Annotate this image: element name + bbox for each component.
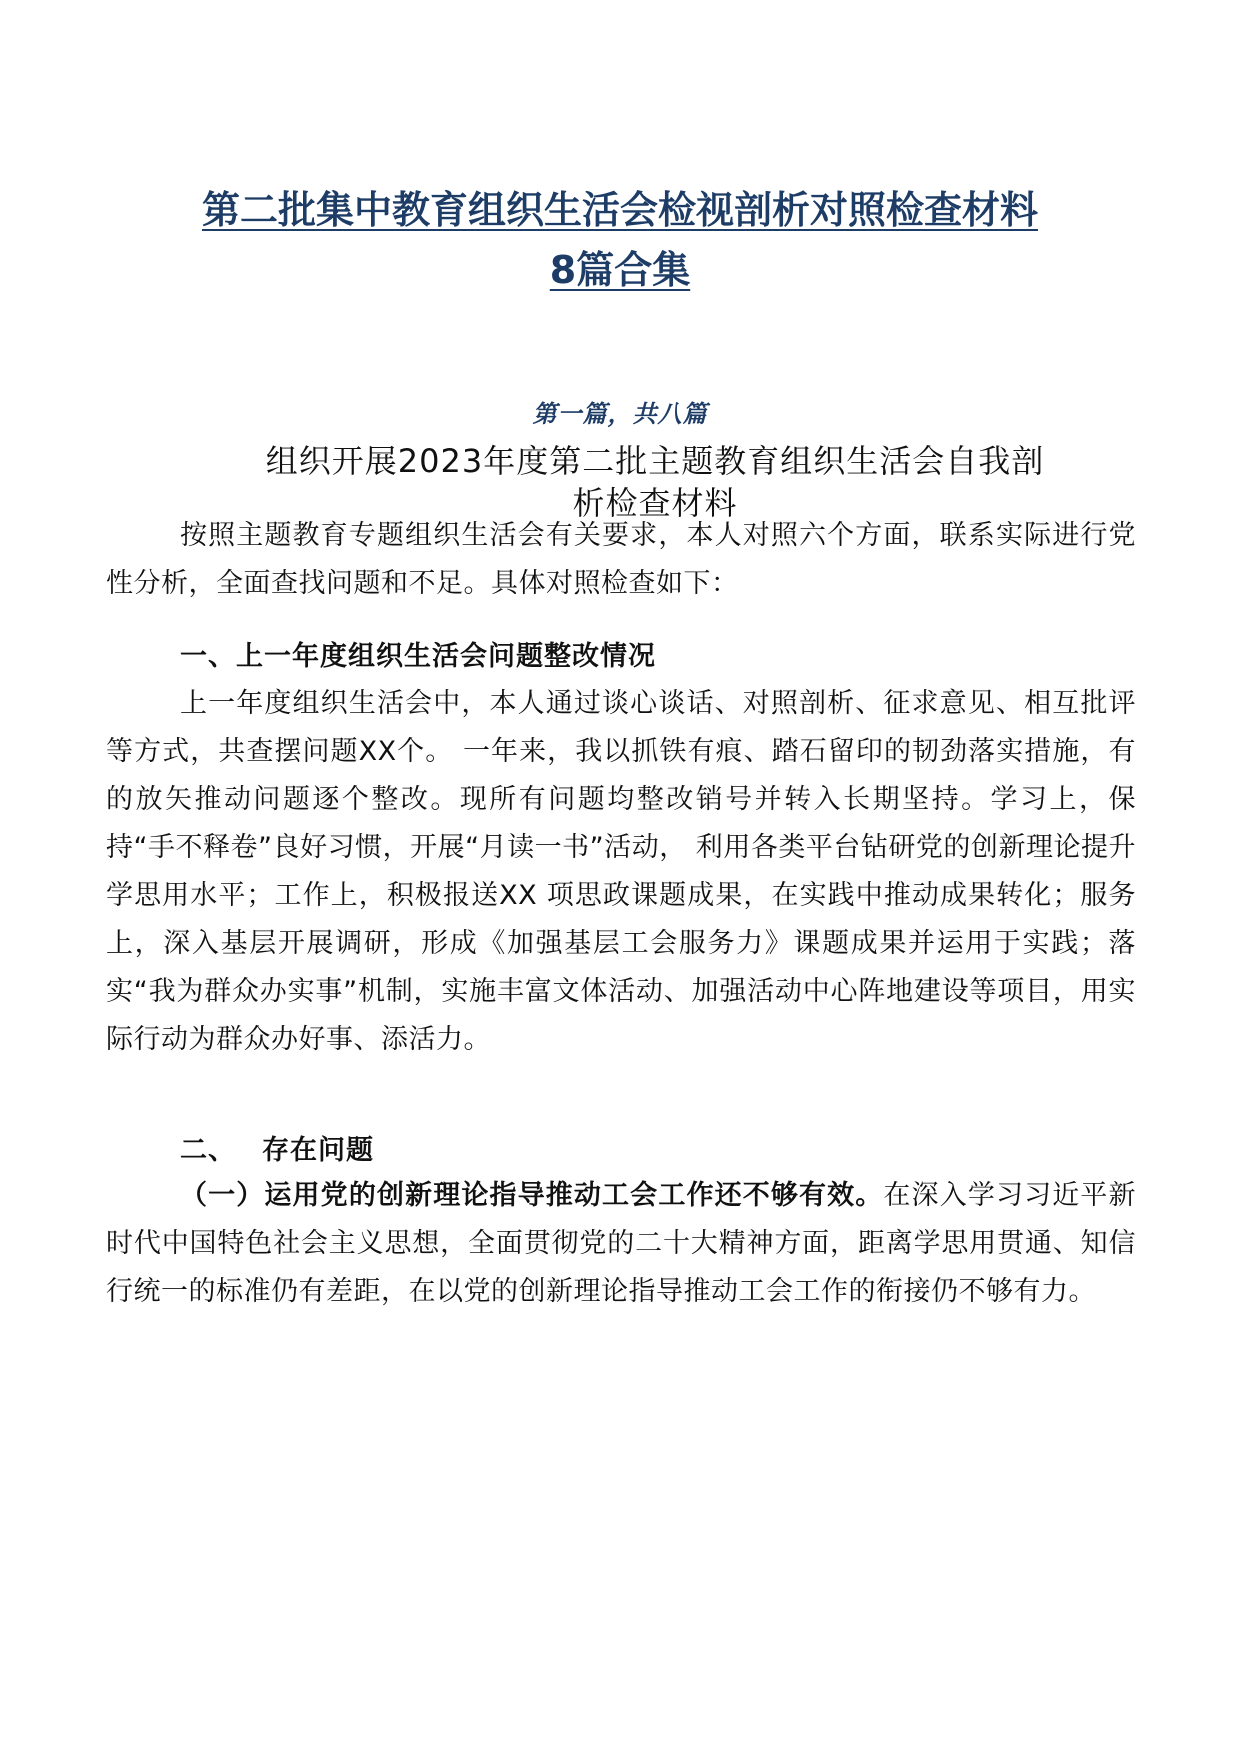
section-2-item-1-lead: （一）运用党的创新理论指导推动工会工作还不够有效。	[180, 1180, 884, 1211]
section-2-item-1-body: 在深入学习习近平新时代中国特色社会主义思想，全面贯彻党的二十大精神方面，距离学思用贯通、知信行统一的标准仍有差距，在以党的创新理论指导推动工会工作的衔接仍不够有力。	[106, 1180, 1137, 1307]
article-title-line-1: 组织开展2023年度第二批主题教育组织生活会自我剖	[265, 442, 1045, 480]
document-title-line-2: 8篇合集	[549, 248, 691, 292]
section-1-heading: 一、上一年度组织生活会问题整改情况	[180, 641, 656, 672]
document-title	[100, 180, 1140, 300]
intro-paragraph: 按照主题教育专题组织生活会有关要求，本人对照六个方面，联系实际进行党性分析，全面查找问题和不足。具体对照检查如下：	[106, 520, 1136, 599]
article-title-line-2: 析检查材料	[572, 484, 738, 522]
document-title-line-1: 第二批集中教育组织生活会检视剖析对照检查材料	[201, 188, 1038, 232]
section-2-heading	[180, 1128, 374, 1167]
part-label: 第一篇，共八篇	[532, 399, 708, 428]
section-2-item-1-paragraph	[106, 1172, 1136, 1316]
section-2-heading-number: 二、	[180, 1135, 236, 1166]
section-1-paragraph: 上一年度组织生活会中，本人通过谈心谈话、对照剖析、征求意见、相互批评等方式，共查摆问题XX个。 一年来，我以抓铁有痕、踏石留印的韧劲落实措施，有的放矢推动问题逐个整改。现所有问题均整改销号并转入长期坚持。学习上，保持“手不释卷”良好习惯，开展“月读一书”活动， 利用各类平台钻研党的创新理论提升学思用水平；工作上，积极报送XX 项思政课题成果，在实践中推动成果转化；服务上，深入基层开展调研，形成《加强基层工会服务力》课题成果并运用于实践；落实“我为群众办实事”机制，实施丰富文体活动、加强活动中心阵地建设等项目，用实际行动为群众办好事、添活力。	[106, 688, 1136, 1055]
section-2-heading-text: 存在问题	[262, 1135, 374, 1166]
